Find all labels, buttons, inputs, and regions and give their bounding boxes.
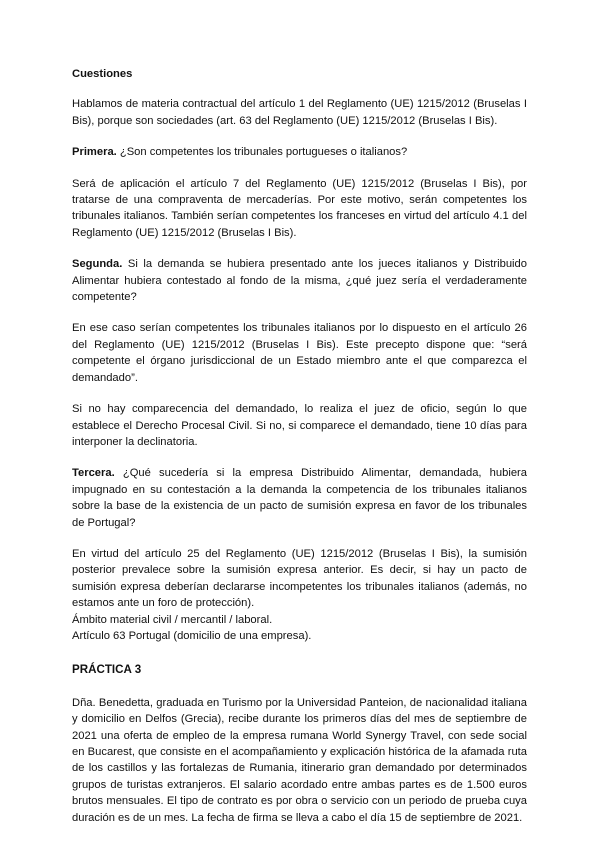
intro-paragraph: Hablamos de materia contractual del artículo 1 del Reglamento (UE) 1215/2012 (Bruselas I Bis), porque son sociedades (art. 63 del Reglamento (UE) 1215/2012 (Bruselas I Bis). xyxy=(72,98,527,127)
practica-title: PRÁCTICA 3 xyxy=(72,663,142,677)
question-3 xyxy=(72,465,527,531)
answer-2a: En ese caso serían competentes los tribunales italianos por lo dispuesto en el artículo 26 del Reglamento (UE) 1215/2012 (Bruselas I Bis). Este precepto dispone que: “será competente el órgano jurisdiccional de un Estado miembro ante el que comparezca el demandado”. xyxy=(72,322,527,384)
question-1-label: Primera. xyxy=(72,146,117,159)
answer-2b: Si no hay comparecencia del demandado, lo realiza el juez de oficio, según lo que establece el Derecho Procesal Civil. Si no, si comparece el demandado, tiene 10 días para interponer la declinatoria. xyxy=(72,403,527,448)
question-2 xyxy=(72,256,527,305)
question-3-label: Tercera. xyxy=(72,467,115,480)
question-1 xyxy=(72,144,527,160)
answer-1: Será de aplicación el artículo 7 del Reglamento (UE) 1215/2012 (Bruselas I Bis), por tratarse de una compraventa de mercaderías. Por este motivo, serán competentes los tribunales italianos. También serían competentes los franceses en virtud del artículo 4.1 del Reglamento (UE) 1215/2012 (Bruselas I Bis). xyxy=(72,177,527,239)
question-1-text: ¿Son competentes los tribunales portugueses o italianos? xyxy=(116,146,408,159)
note-2: Artículo 63 Portugal (domicilio de una empresa). xyxy=(72,629,312,642)
question-2-text: Si la demanda se hubiera presentado ante los jueces italianos y Distribuido Alimentar hubiera contestado al fondo de la misma, ¿qué juez sería el verdaderamente competente? xyxy=(72,258,527,304)
answer-3: En virtud del artículo 25 del Reglamento (UE) 1215/2012 (Bruselas I Bis), la sumisión posterior prevalece sobre la sumisión expresa anterior. Es decir, si hay un pacto de sumisión expresa deberían declararse incompetentes los tribunales italianos (además, no estamos ante un foro de protección). xyxy=(72,547,527,610)
question-3-text: ¿Qué sucedería si la empresa Distribuido Alimentar, demandada, hubiera impugnado en su contestación a la demanda la competencia de los tribunales italianos sobre la base de la existencia de un pacto de sumisión expresa en favor de los tribunales de Portugal? xyxy=(72,467,527,529)
note-1: Ámbito material civil / mercantil / laboral. xyxy=(72,613,273,626)
question-2-label: Segunda. xyxy=(72,258,123,271)
document-content xyxy=(72,66,527,841)
practica-body: Dña. Benedetta, graduada en Turismo por la Universidad Panteion, de nacionalidad italiana y domicilio en Delfos (Grecia), recibe durante los primeros días del mes de septiembre de 2021 una oferta de empleo de la empresa rumana World Synergy Travel, con sede social en Bucarest, que consiste en el acompañamiento y explicación histórica de la afamada ruta de los castillos y las fortalezas de Rumania, itinerario gran demandado por determinados grupos de turistas extranjeros. El salario acordado entre ambas partes es de 1.500 euros brutos mensuales. El tipo de contrato es por obra o servicio con un periodo de prueba cuya duración es de un mes. La fecha de firma se lleva a cabo el día 15 de septiembre de 2021. xyxy=(72,696,527,824)
section-title: Cuestiones xyxy=(72,68,133,80)
